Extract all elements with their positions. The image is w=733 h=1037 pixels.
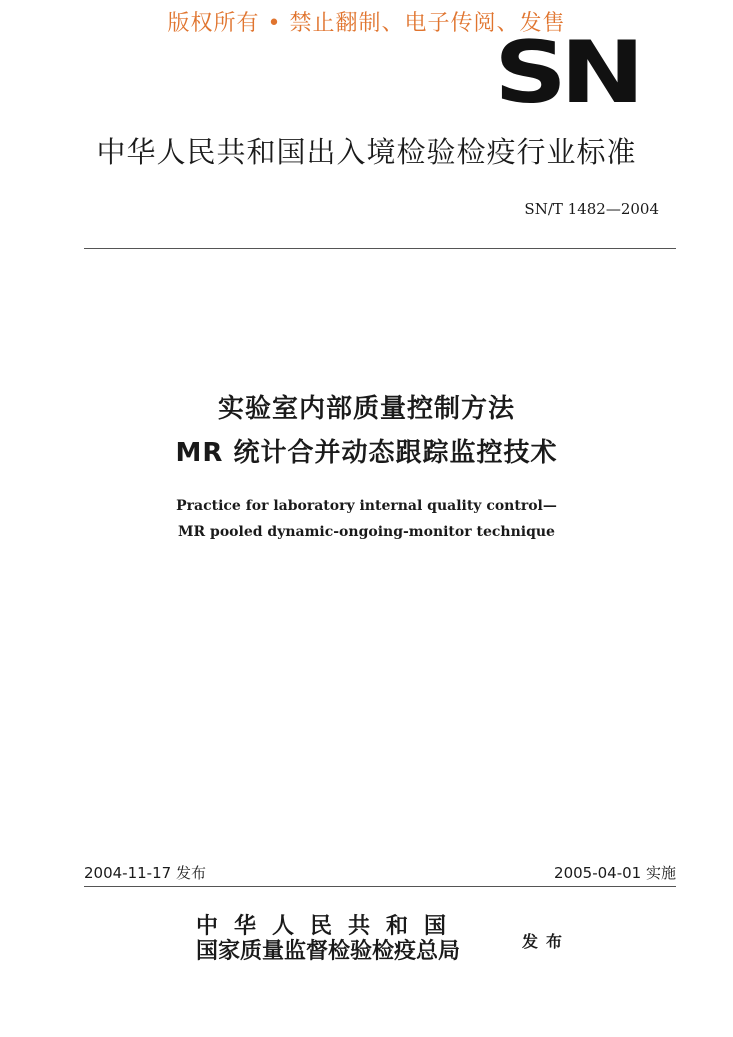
issuer-agency: 国家质量监督检验检疫总局 [196,938,461,964]
issue-label: 发布 [522,932,571,951]
english-title-line-1: Practice for laboratory internal quality control— [176,498,557,514]
chinese-title-line-2: MR 统计合并动态跟踪监控技术 [175,438,558,468]
chinese-title-line-1: 实验室内部质量控制方法 [217,394,515,424]
top-divider [84,248,676,249]
standard-code: SN/T 1482—2004 [524,200,659,218]
issuer-country: 中华人民共和国 [196,913,463,939]
bottom-divider [84,886,676,887]
copyright-watermark: 版权所有 • 禁止翻制、电子传阅、发售 [167,11,566,36]
implementation-date: 2005-04-01 实施 [554,864,676,882]
english-title-line-2: MR pooled dynamic-ongoing-monitor technique [178,524,555,540]
sn-logo: SN [494,23,638,123]
organization-title: 中华人民共和国出入境检验检疫行业标准 [96,135,637,169]
issue-date: 2004-11-17 发布 [84,864,206,882]
issuer-block [196,914,462,964]
